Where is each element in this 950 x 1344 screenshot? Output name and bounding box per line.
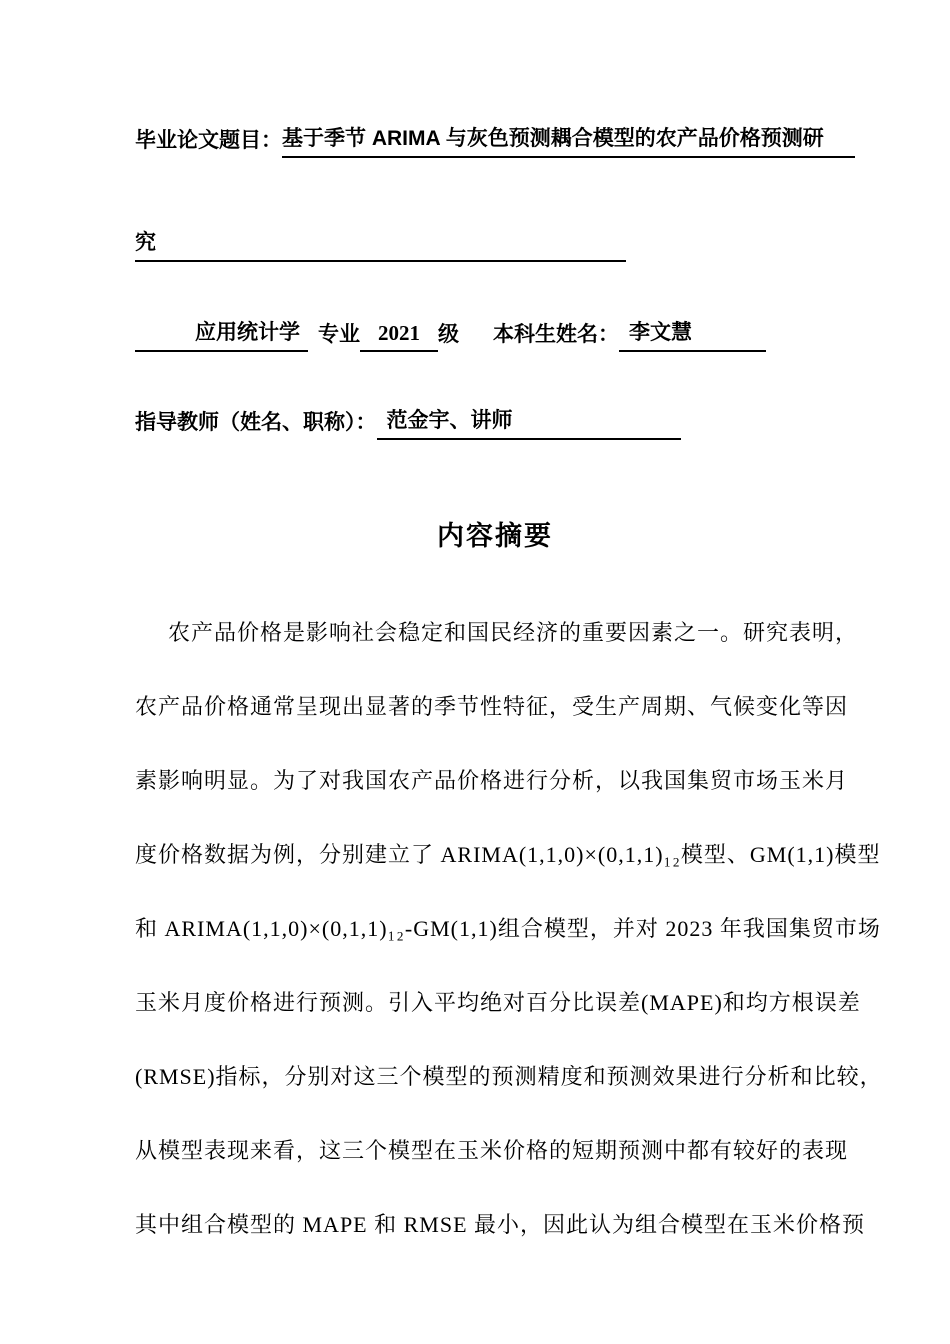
advisor-line bbox=[135, 404, 855, 440]
abstract-line: 玉米月度价格进行预测。引入平均绝对百分比误差(MAPE)和均方根误差 bbox=[135, 990, 861, 1015]
thesis-title-line-2 bbox=[135, 226, 855, 262]
thesis-title-value: 基于季节 ARIMA 与灰色预测耦合模型的农产品价格预测研 bbox=[282, 122, 855, 158]
major-value: 应用统计学 bbox=[187, 316, 308, 352]
abstract-line: (RMSE)指标，分别对这三个模型的预测精度和预测效果进行分析和比较， bbox=[135, 1064, 883, 1089]
thesis-title-line-1 bbox=[135, 122, 855, 158]
thesis-title-label: 毕业论文题目： bbox=[135, 129, 282, 152]
major-label: 专业 bbox=[318, 323, 360, 346]
grade-value: 2021 bbox=[360, 316, 438, 352]
blank-underline bbox=[156, 260, 626, 262]
abstract-line: 和 ARIMA(1,1,0)×(0,1,1)₁₂-GM(1,1)组合模型，并对 2023 年我国集贸市场 bbox=[135, 916, 881, 941]
abstract-line: 农产品价格是影响社会稳定和国民经济的重要因素之一。研究表明， bbox=[168, 620, 859, 645]
thesis-title-value-continuation: 究 bbox=[135, 226, 156, 262]
blank-underline bbox=[135, 350, 187, 352]
student-label: 本科生姓名： bbox=[493, 323, 619, 346]
advisor-value: 范金宇、讲师 bbox=[377, 404, 681, 440]
abstract-line: 农产品价格通常呈现出显著的季节性特征，受生产周期、气候变化等因 bbox=[135, 694, 849, 719]
advisor-label: 指导教师（姓名、职称）： bbox=[135, 411, 377, 434]
abstract-body bbox=[135, 596, 883, 1262]
abstract-line: 其中组合模型的 MAPE 和 RMSE 最小，因此认为组合模型在玉米价格预 bbox=[135, 1212, 866, 1237]
grade-label: 级 bbox=[438, 323, 459, 346]
abstract-line: 素影响明显。为了对我国农产品价格进行分析，以我国集贸市场玉米月 bbox=[135, 768, 849, 793]
abstract-line: 从模型表现来看，这三个模型在玉米价格的短期预测中都有较好的表现 bbox=[135, 1138, 849, 1163]
abstract-heading: 内容摘要 bbox=[437, 521, 553, 551]
abstract-line: 度价格数据为例，分别建立了 ARIMA(1,1,0)×(0,1,1)₁₂模型、GM(1,1)模型 bbox=[135, 842, 881, 867]
major-grade-student-line bbox=[135, 316, 855, 352]
student-value: 李文慧 bbox=[619, 316, 766, 352]
